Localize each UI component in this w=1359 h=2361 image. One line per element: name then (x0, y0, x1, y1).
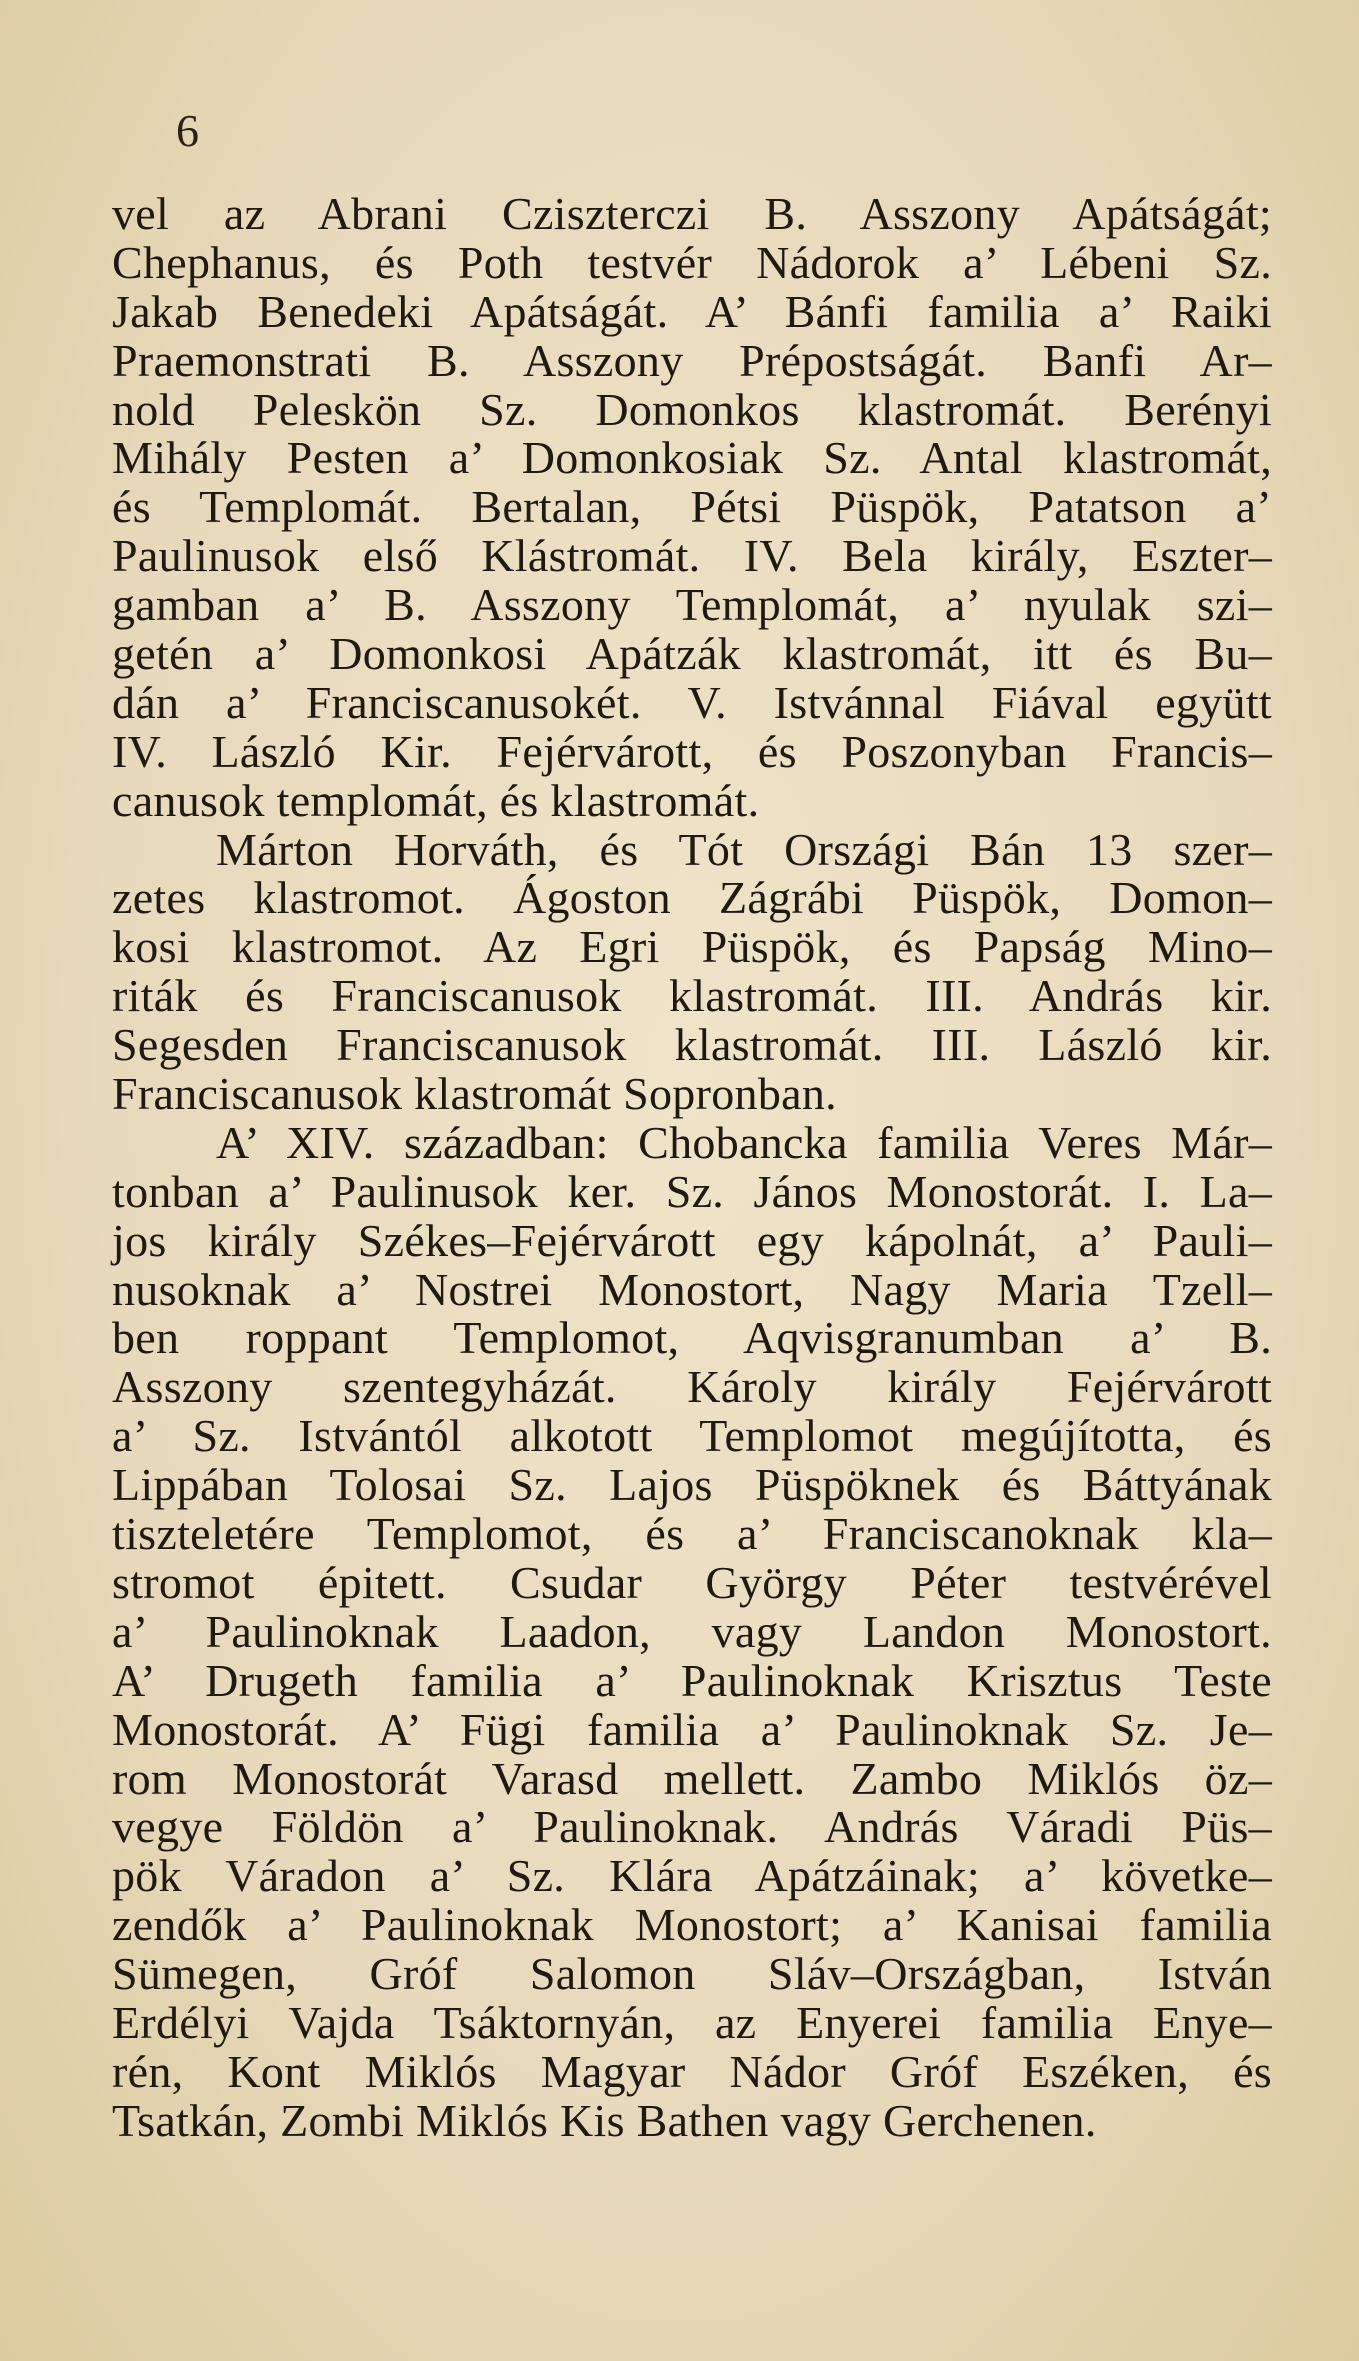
text-line: Márton Horváth, és Tót Országi Bán 13 szer– (216, 823, 1272, 875)
text-line: kosi klastromot. Az Egri Püspök, és Papság Mino– (112, 921, 1272, 973)
text-line: Franciscanusok klastromát Sopronban. (112, 1068, 837, 1120)
text-line: zetes klastromot. Ágoston Zágrábi Püspök, Domon– (112, 872, 1272, 924)
text-line: Jakab Benedeki Apátságát. A’ Bánfi familia a’ Raiki (112, 285, 1272, 337)
text-line: a’ Paulinoknak Laadon, vagy Landon Monostort. (112, 1605, 1272, 1657)
text-line: jos király Székes–Fejérvárott egy kápolnát, a’ Pauli– (112, 1214, 1272, 1266)
text-line: Erdélyi Vajda Tsáktornyán, az Enyerei familia Enye– (112, 1996, 1272, 2048)
text-line: Asszony szentegyházát. Károly király Fejérvárott (112, 1361, 1272, 1413)
text-line: Monostorát. A’ Fügi familia a’ Paulinoknak Sz. Je– (112, 1703, 1272, 1755)
text-line: A’ Drugeth familia a’ Paulinoknak Krisztus Teste (112, 1654, 1272, 1706)
text-line: Tsatkán, Zombi Miklós Kis Bathen vagy Gerchenen. (112, 2094, 1097, 2146)
text-line: vegye Földön a’ Paulinoknak. András Váradi Püs– (112, 1801, 1272, 1853)
text-line: nusoknak a’ Nostrei Monostort, Nagy Maria Tzell– (112, 1263, 1272, 1315)
text-line: tiszteletére Templomot, és a’ Franciscanoknak kla– (112, 1508, 1272, 1560)
text-line: dán a’ Franciscanusokét. V. Istvánnal Fiával együtt (112, 676, 1272, 728)
text-line: tonban a’ Paulinusok ker. Sz. János Monostorát. I. La– (112, 1165, 1272, 1217)
text-line: Segesden Franciscanusok klastromát. III. László kir. (112, 1019, 1272, 1071)
text-line: getén a’ Domonkosi Apátzák klastromát, itt és Bu– (112, 628, 1272, 680)
text-line: canusok templomát, és klastromát. (112, 774, 760, 826)
text-line: A’ XIV. században: Chobancka familia Veres Már– (216, 1116, 1272, 1168)
text-line: Mihály Pesten a’ Domonkosiak Sz. Antal klastromát, (112, 432, 1272, 484)
text-line: ben roppant Templomot, Aqvisgranumban a’ B. (112, 1312, 1272, 1364)
text-line: Chephanus, és Poth testvér Nádorok a’ Lébeni Sz. (112, 236, 1272, 288)
text-line: a’ Sz. Istvántól alkotott Templomot megújította, és (112, 1410, 1272, 1462)
text-line: és Templomát. Bertalan, Pétsi Püspök, Patatson a’ (112, 481, 1272, 533)
body-text (112, 190, 1272, 2146)
text-line: pök Váradon a’ Sz. Klára Apátzáinak; a’ követke– (112, 1850, 1272, 1902)
text-line: IV. László Kir. Fejérvárott, és Poszonyban Francis– (112, 725, 1272, 777)
text-line: Paulinusok első Klástromát. IV. Bela király, Eszter– (112, 530, 1272, 582)
text-line: stromot épitett. Csudar György Péter testvérével (112, 1556, 1272, 1608)
text-line: Lippában Tolosai Sz. Lajos Püspöknek és Báttyának (112, 1459, 1272, 1511)
page-number: 6 (176, 105, 199, 156)
text-line: Praemonstrati B. Asszony Prépostságát. Banfi Ar– (112, 334, 1272, 386)
text-line: zendők a’ Paulinoknak Monostort; a’ Kanisai familia (112, 1899, 1272, 1951)
text-line: Sümegen, Gróf Salomon Sláv–Országban, István (112, 1948, 1272, 2000)
text-line: rén, Kont Miklós Magyar Nádor Gróf Eszéken, és (112, 2045, 1272, 2097)
text-line: nold Peleskön Sz. Domonkos klastromát. Berényi (112, 383, 1272, 435)
text-line: gamban a’ B. Asszony Templomát, a’ nyulak szi– (112, 579, 1272, 631)
text-line: rom Monostorát Varasd mellett. Zambo Miklós öz– (112, 1752, 1272, 1804)
text-line: vel az Abrani Cziszterczi B. Asszony Apátságát; (112, 188, 1272, 239)
text-line: riták és Franciscanusok klastromát. III. András kir. (112, 970, 1272, 1022)
